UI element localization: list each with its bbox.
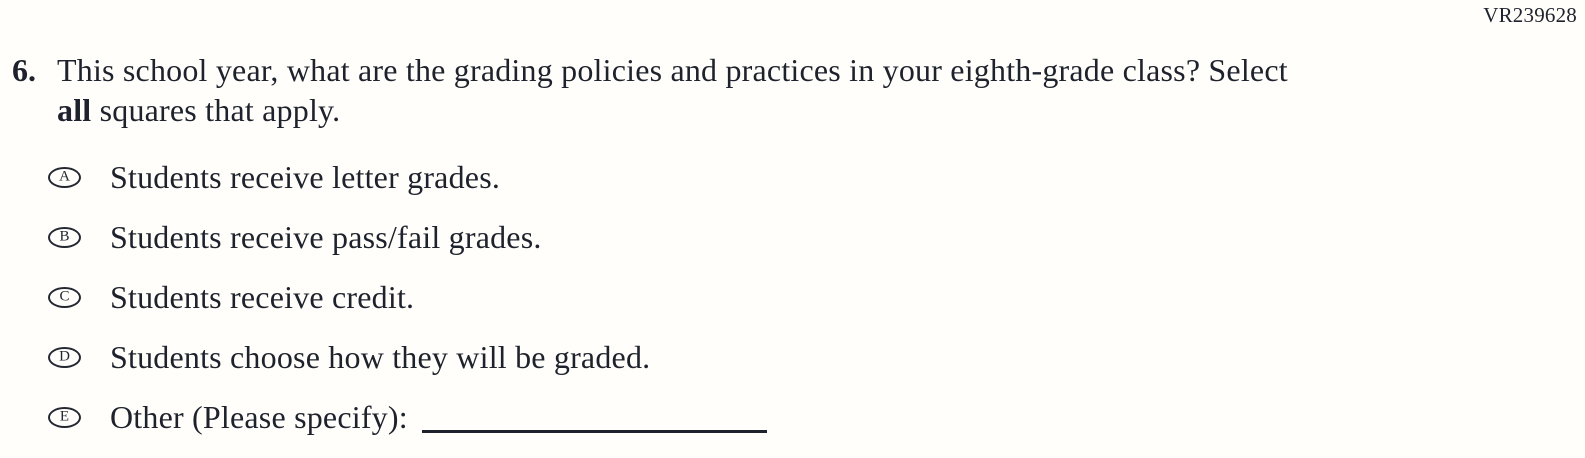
option-row-a[interactable]: [48, 158, 767, 196]
question-block: [12, 50, 1322, 130]
option-e-letter: E: [59, 408, 70, 424]
option-c-bubble-icon[interactable]: [48, 287, 81, 308]
option-row-d[interactable]: [48, 338, 767, 376]
accession-code: VR239628: [1483, 3, 1577, 27]
option-d-bubble-icon[interactable]: [48, 347, 81, 368]
option-c-letter: C: [59, 288, 70, 304]
option-row-b[interactable]: [48, 218, 767, 256]
option-row-e[interactable]: [48, 398, 767, 436]
option-b-letter: B: [59, 228, 70, 244]
option-row-c[interactable]: [48, 278, 767, 316]
question-number: 6.: [12, 52, 36, 88]
question-text-end: squares that apply.: [91, 92, 341, 128]
option-c-label: Students receive credit.: [110, 278, 415, 315]
question-text-bold-word: all: [57, 92, 92, 128]
answer-options-list: [48, 158, 767, 458]
option-d-letter: D: [59, 348, 70, 364]
option-e-bubble-icon[interactable]: [48, 407, 81, 428]
option-e-label: Other (Please specify):: [110, 398, 408, 435]
option-b-bubble-icon[interactable]: [48, 227, 81, 248]
question-text-start: This school year, what are the grading policies and practices in your eighth-grade class? Select: [57, 52, 1288, 88]
option-a-label: Students receive letter grades.: [110, 158, 501, 195]
question-text: [57, 50, 1322, 130]
option-b-label: Students receive pass/fail grades.: [110, 218, 542, 255]
option-d-label: Students choose how they will be graded.: [110, 338, 651, 375]
option-a-bubble-icon[interactable]: [48, 167, 81, 188]
option-a-letter: A: [59, 168, 70, 184]
option-e-specify-blank[interactable]: [422, 429, 767, 433]
